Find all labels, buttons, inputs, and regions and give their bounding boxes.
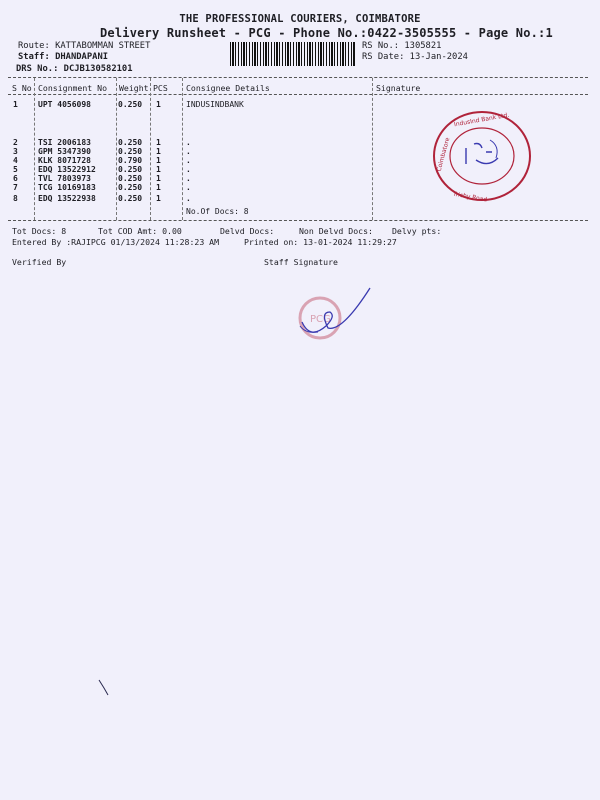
header-sno: S No [12,83,32,93]
verified-by-label: Verified By [12,257,67,267]
row-pcs: 1 [156,165,161,174]
row-consignee: . [186,165,191,174]
svg-text:IndusInd Bank Ltd.: IndusInd Bank Ltd. [453,111,510,129]
svg-text:PCG: PCG [310,314,331,325]
table-top-rule [8,77,588,78]
row-weight: 0.250 [118,183,143,192]
runsheet-title: Delivery Runsheet - PCG - Phone No.:0422-3505555 - Page No.:1 [100,26,553,40]
row-weight: 0.250 [118,138,143,147]
company-title: THE PROFESSIONAL COURIERS, COIMBATORE [179,13,421,25]
row-pcs: 1 [156,183,161,192]
row-consignment-no: EDQ 13522938 [38,194,96,203]
row-sno: 2 [13,138,18,147]
row-pcs: 1 [156,156,161,165]
pen-mark-icon [96,678,112,698]
svg-text:Trichy Road: Trichy Road [452,190,488,204]
row-consignee: INDUSINDBANK [186,100,244,109]
row-pcs: 1 [156,174,161,183]
staff-signature-icon [290,282,380,352]
row-weight: 0.250 [118,100,143,109]
row-weight: 0.250 [118,174,143,183]
tot-docs: Tot Docs: 8 [12,226,67,236]
row-consignee: . [186,183,191,192]
row-sno: 6 [13,174,18,183]
row-consignment-no: KLK 8071728 [38,156,91,165]
entered-by: Entered By :RAJIPCG 01/13/2024 11:28:23 AM [12,237,220,247]
delvy-pts: Delvy pts: [392,226,442,236]
row-weight: 0.790 [118,156,143,165]
row-consignee: . [186,174,191,183]
row-consignee: . [186,194,191,203]
row-pcs: 1 [156,194,161,203]
row-sno: 1 [13,100,18,109]
row-pcs: 1 [156,147,161,156]
staff-label: Staff: DHANDAPANI [18,52,109,62]
row-pcs: 1 [156,138,161,147]
row-consignment-no: TCG 10169183 [38,183,96,192]
table-header-rule [8,94,588,95]
row-sno: 5 [13,165,18,174]
bank-stamp-icon [430,108,534,204]
row-consignment-no: TSI 2006183 [38,138,91,147]
drs-number: DRS No.: DCJB130582101 [16,64,133,74]
row-consignment-no: GPM 5347390 [38,147,91,156]
svg-text:Coimbatore: Coimbatore [435,136,452,173]
row-consignee: . [186,147,191,156]
header-signature: Signature [376,83,421,93]
no-of-docs: No.Of Docs: 8 [186,207,249,216]
printed-on: Printed on: 13-01-2024 11:29:27 [244,237,397,247]
row-consignee: . [186,138,191,147]
barcode [230,42,356,66]
rs-number: RS No.: 1305821 [362,41,442,51]
row-consignment-no: UPT 4056098 [38,100,91,109]
route-label: Route: KATTABOMMAN STREET [18,41,151,51]
row-sno: 7 [13,183,18,192]
row-sno: 3 [13,147,18,156]
header-consignee-details: Consignee Details [186,83,270,93]
rs-date: RS Date: 13-Jan-2024 [362,52,468,62]
row-sno: 8 [13,194,18,203]
header-pcs: PCS [153,83,168,93]
row-weight: 0.250 [118,147,143,156]
tot-cod-amt: Tot COD Amt: 0.00 [98,226,182,236]
row-consignment-no: EDQ 13522912 [38,165,96,174]
row-consignment-no: TVL 7803973 [38,174,91,183]
header-consignment-no: Consignment No [38,83,108,93]
row-consignee: . [186,156,191,165]
delvd-docs: Delvd Docs: [220,226,275,236]
header-weight: Weight [119,83,149,93]
non-delvd-docs: Non Delvd Docs: [299,226,373,236]
row-pcs: 1 [156,100,161,109]
row-weight: 0.250 [118,165,143,174]
row-weight: 0.250 [118,194,143,203]
row-sno: 4 [13,156,18,165]
staff-signature-label: Staff Signature [264,257,338,267]
table-bottom-rule [8,220,588,221]
